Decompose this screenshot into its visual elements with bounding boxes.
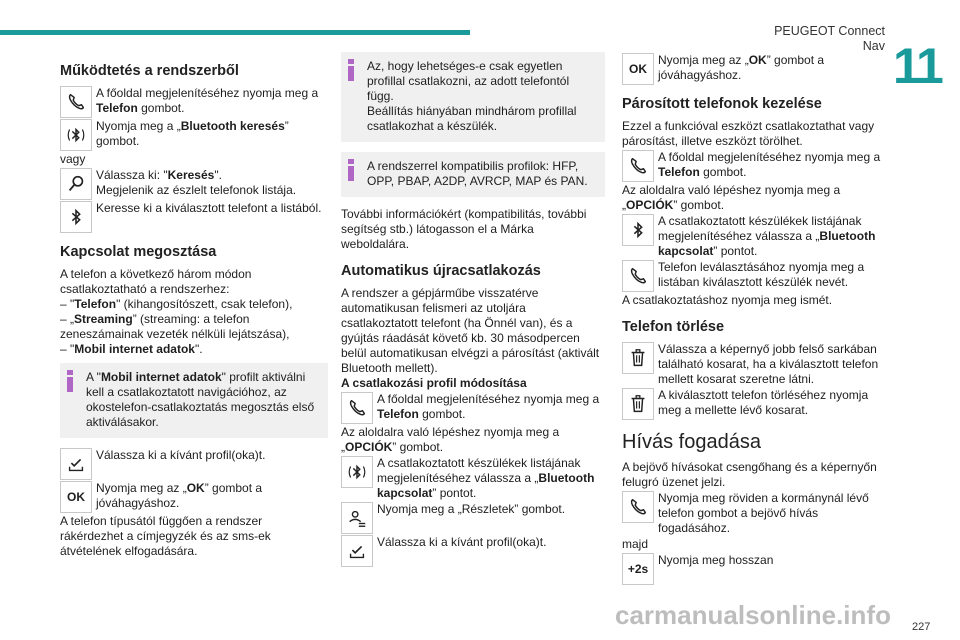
bluetooth-icon bbox=[622, 214, 654, 246]
heading-auto: Automatikus újracsatlakozás bbox=[341, 263, 541, 279]
chapter-number: 11 bbox=[893, 38, 942, 94]
step-phone: A főoldal megjelenítéséhez nyomja meg a Telefon gombot. bbox=[60, 86, 328, 118]
checkbox-icon bbox=[60, 448, 92, 480]
ok-icon: OK bbox=[622, 53, 654, 85]
header-title: PEUGEOT Connect Nav bbox=[774, 24, 885, 53]
heading-use: Működtetés a rendszerből bbox=[60, 63, 239, 79]
step-mod-details: Nyomja meg a „Részletek” gombot. bbox=[341, 502, 605, 534]
info-note-compatible: A rendszerrel kompatibilis profilok: HFP, OPP, PBAP, A2DP, AVRCP, MAP és PAN. bbox=[341, 152, 605, 197]
step-mod-choose: Válassza ki a kívánt profil(oka)t. bbox=[341, 535, 605, 567]
phone-icon bbox=[60, 86, 92, 118]
step-choose-profile: Válassza ki a kívánt profil(oka)t. bbox=[60, 448, 328, 480]
header-accent-bar bbox=[0, 30, 470, 35]
column-2: Az, hogy lehetséges-e csak egyetlen profillal csatlakozni, az adott telefontól függ. Beállítás hiányában mindhárom profillal csatlakozhat a készülék. A rendszerrel kompatibilis profilok: HFP, OPP, PBAP, A2DP, AVRCP, MAP és PAN. További információkért (kompatibilitás, további segítség stb.) látogasson el a Márka weboldalára. Automatikus újracsatlakozás A rendszer a gépjárműbe visszatérve automatikusan felismeri az utoljára csatlakoztatott telefont (ha Önnél van), és a gyújtás ráadását követő kb. 30 másodpercen belül automatikusan elvégzi a párosítást (aktivált Bluetooth mellett). A csatlakozási profil módosítása A főoldal megjelenítéséhez nyomja meg a Telefon gombot. Az aloldalra való lépéshez nyomja meg a „OPCIÓK” gombot. A csatlakoztatott készülékek listájának megjelenítéséhez válassza a „Bluetooth kapcsolat” pontot. Nyomja meg a „Részletek” gombot. Válassza ki a kívánt profil(oka)t. bbox=[341, 52, 605, 568]
step-delete-basket: Válassza a képernyő jobb felső sarkában található kosarat, ha a kiválasztott telefon mellett kosarat szeretne látni. bbox=[622, 342, 886, 387]
step-manage-bluetooth: A csatlakoztatott készülékek listájának megjelenítéséhez válassza a „Bluetooth kapcsolat” pontot. bbox=[622, 214, 886, 259]
ok-icon: OK bbox=[60, 481, 92, 513]
step-search: Válassza ki: "Keresés". Megjelenik az észlelt telefonok listája. bbox=[60, 168, 328, 200]
search-icon bbox=[60, 168, 92, 200]
checkbox-icon bbox=[341, 535, 373, 567]
trash-icon bbox=[622, 342, 654, 374]
heading-calls: Hívás fogadása bbox=[622, 431, 761, 453]
info-icon bbox=[348, 159, 354, 181]
details-icon bbox=[341, 502, 373, 534]
page-number: 227 bbox=[912, 621, 931, 633]
step-manage-phone: A főoldal megjelenítéséhez nyomja meg a Telefon gombot. bbox=[622, 150, 886, 182]
phone-icon bbox=[622, 150, 654, 182]
info-note-profiles: Az, hogy lehetséges-e csak egyetlen profillal csatlakozni, az adott telefontól függ. Beállítás hiányában mindhárom profillal csatlakozhat a készülék. bbox=[341, 52, 605, 142]
heading-profile-mod: A csatlakozási profil módosítása bbox=[341, 376, 527, 390]
heading-delete: Telefon törlése bbox=[622, 319, 725, 335]
phone-icon bbox=[622, 491, 654, 523]
step-call-short: Nyomja meg röviden a kormánynál lévő telefon gombot a bejövő hívás fogadásához. bbox=[622, 491, 886, 536]
bluetooth-search-icon bbox=[60, 119, 92, 151]
info-icon bbox=[348, 59, 354, 81]
or-text: vagy bbox=[60, 152, 86, 166]
bluetooth-search-icon bbox=[341, 456, 373, 488]
step-call-long: +2s Nyomja meg hosszan bbox=[622, 553, 886, 585]
step-bluetooth-search: Nyomja meg a „Bluetooth keresés” gombot. bbox=[60, 119, 328, 151]
column-3: OK Nyomja meg az „OK” gombot a jóváhagyáshoz. Párosított telefonok kezelése Ezzel a funkcióval eszközt csatlakoztathat vagy párosítást, illetve eszközt törölhet. A főoldal megjelenítéséhez nyomja meg a Telefon gombot. Az aloldalra való lépéshez nyomja meg a „OPCIÓK” gombot. A csatlakoztatott készülékek listájának megjelenítéséhez válassza a „Bluetooth kapcsolat” pontot. Telefon leválasztásához nyomja meg a listában kiválasztott készülék nevét. A csatlakoztatáshoz nyomja meg ismét. Telefon törlése Válassza a képernyő jobb felső sarkában található kosarat, ha a kiválasztott telefon mellett kosarat szeretne látni. A kiválasztott telefon törléséhez nyomja meg a mellette lévő kosarat. Hívás fogadása A bejövő hívásokat csengőhang és a képernyőn felugró üzenet jelzi. Nyomja meg röviden a kormánynál lévő telefon gombot a bejövő hívás fogadásához. majd +2s Nyomja meg hosszan bbox=[622, 52, 886, 586]
column-1: Működtetés a rendszerből A főoldal megjelenítéséhez nyomja meg a Telefon gombot. Nyomja meg a „Bluetooth keresés” gombot. vagy Válassza ki: "Keresés". Megjelenik az észlelt telefonok listája. Keresse ki a kiválasztott telefont a listából. Kapcsolat megosztása A telefon a következő három módon csatlakoztatható a rendszerhez: – "Telefon" (kihangosítószett, csak telefon), – „Streaming” (streaming: a telefon zeneszámainak vezeték nélküli lejátszása), – "Mobil internet adatok". A "Mobil internet adatok" profilt aktiválni kell a csatlakoztatott navigációhoz, az okostelefon-csatlakoztatás megosztás első aktiválásakor. Válassza ki a kívánt profil(oka)t. OK Nyomja meg az „OK” gombot a jóváhagyáshoz. A telefon típusától függően a rendszer rákérdezhet a címjegyzék és az sms-ek átvételének elfogadására. bbox=[60, 52, 328, 559]
step-ok: OK Nyomja meg az „OK” gombot a jóváhagyáshoz. bbox=[60, 481, 328, 513]
watermark: carmanualsonline.info bbox=[615, 600, 891, 630]
trash-icon bbox=[622, 388, 654, 420]
heading-share: Kapcsolat megosztása bbox=[60, 244, 217, 260]
phone-icon bbox=[622, 260, 654, 292]
heading-manage: Párosított telefonok kezelése bbox=[622, 96, 822, 112]
step-select-phone: Keresse ki a kiválasztott telefont a listából. bbox=[60, 201, 328, 233]
bluetooth-icon bbox=[60, 201, 92, 233]
step-delete-confirm: A kiválasztott telefon törléséhez nyomja meg a mellette lévő kosarat. bbox=[622, 388, 886, 420]
step-mod-phone: A főoldal megjelenítéséhez nyomja meg a Telefon gombot. bbox=[341, 392, 605, 424]
info-icon bbox=[67, 370, 73, 392]
step-mod-bluetooth: A csatlakoztatott készülékek listájának megjelenítéséhez válassza a „Bluetooth kapcsolat” pontot. bbox=[341, 456, 605, 501]
step-ok-confirm: OK Nyomja meg az „OK” gombot a jóváhagyáshoz. bbox=[622, 53, 886, 85]
info-note: A "Mobil internet adatok" profilt aktiválni kell a csatlakoztatott navigációhoz, az okostelefon-csatlakoztatás megosztás első aktiválásakor. bbox=[60, 363, 328, 438]
phone-long-press-icon: +2s bbox=[622, 553, 654, 585]
phone-icon bbox=[341, 392, 373, 424]
step-manage-disconnect: Telefon leválasztásához nyomja meg a listában kiválasztott készülék nevét. bbox=[622, 260, 886, 292]
